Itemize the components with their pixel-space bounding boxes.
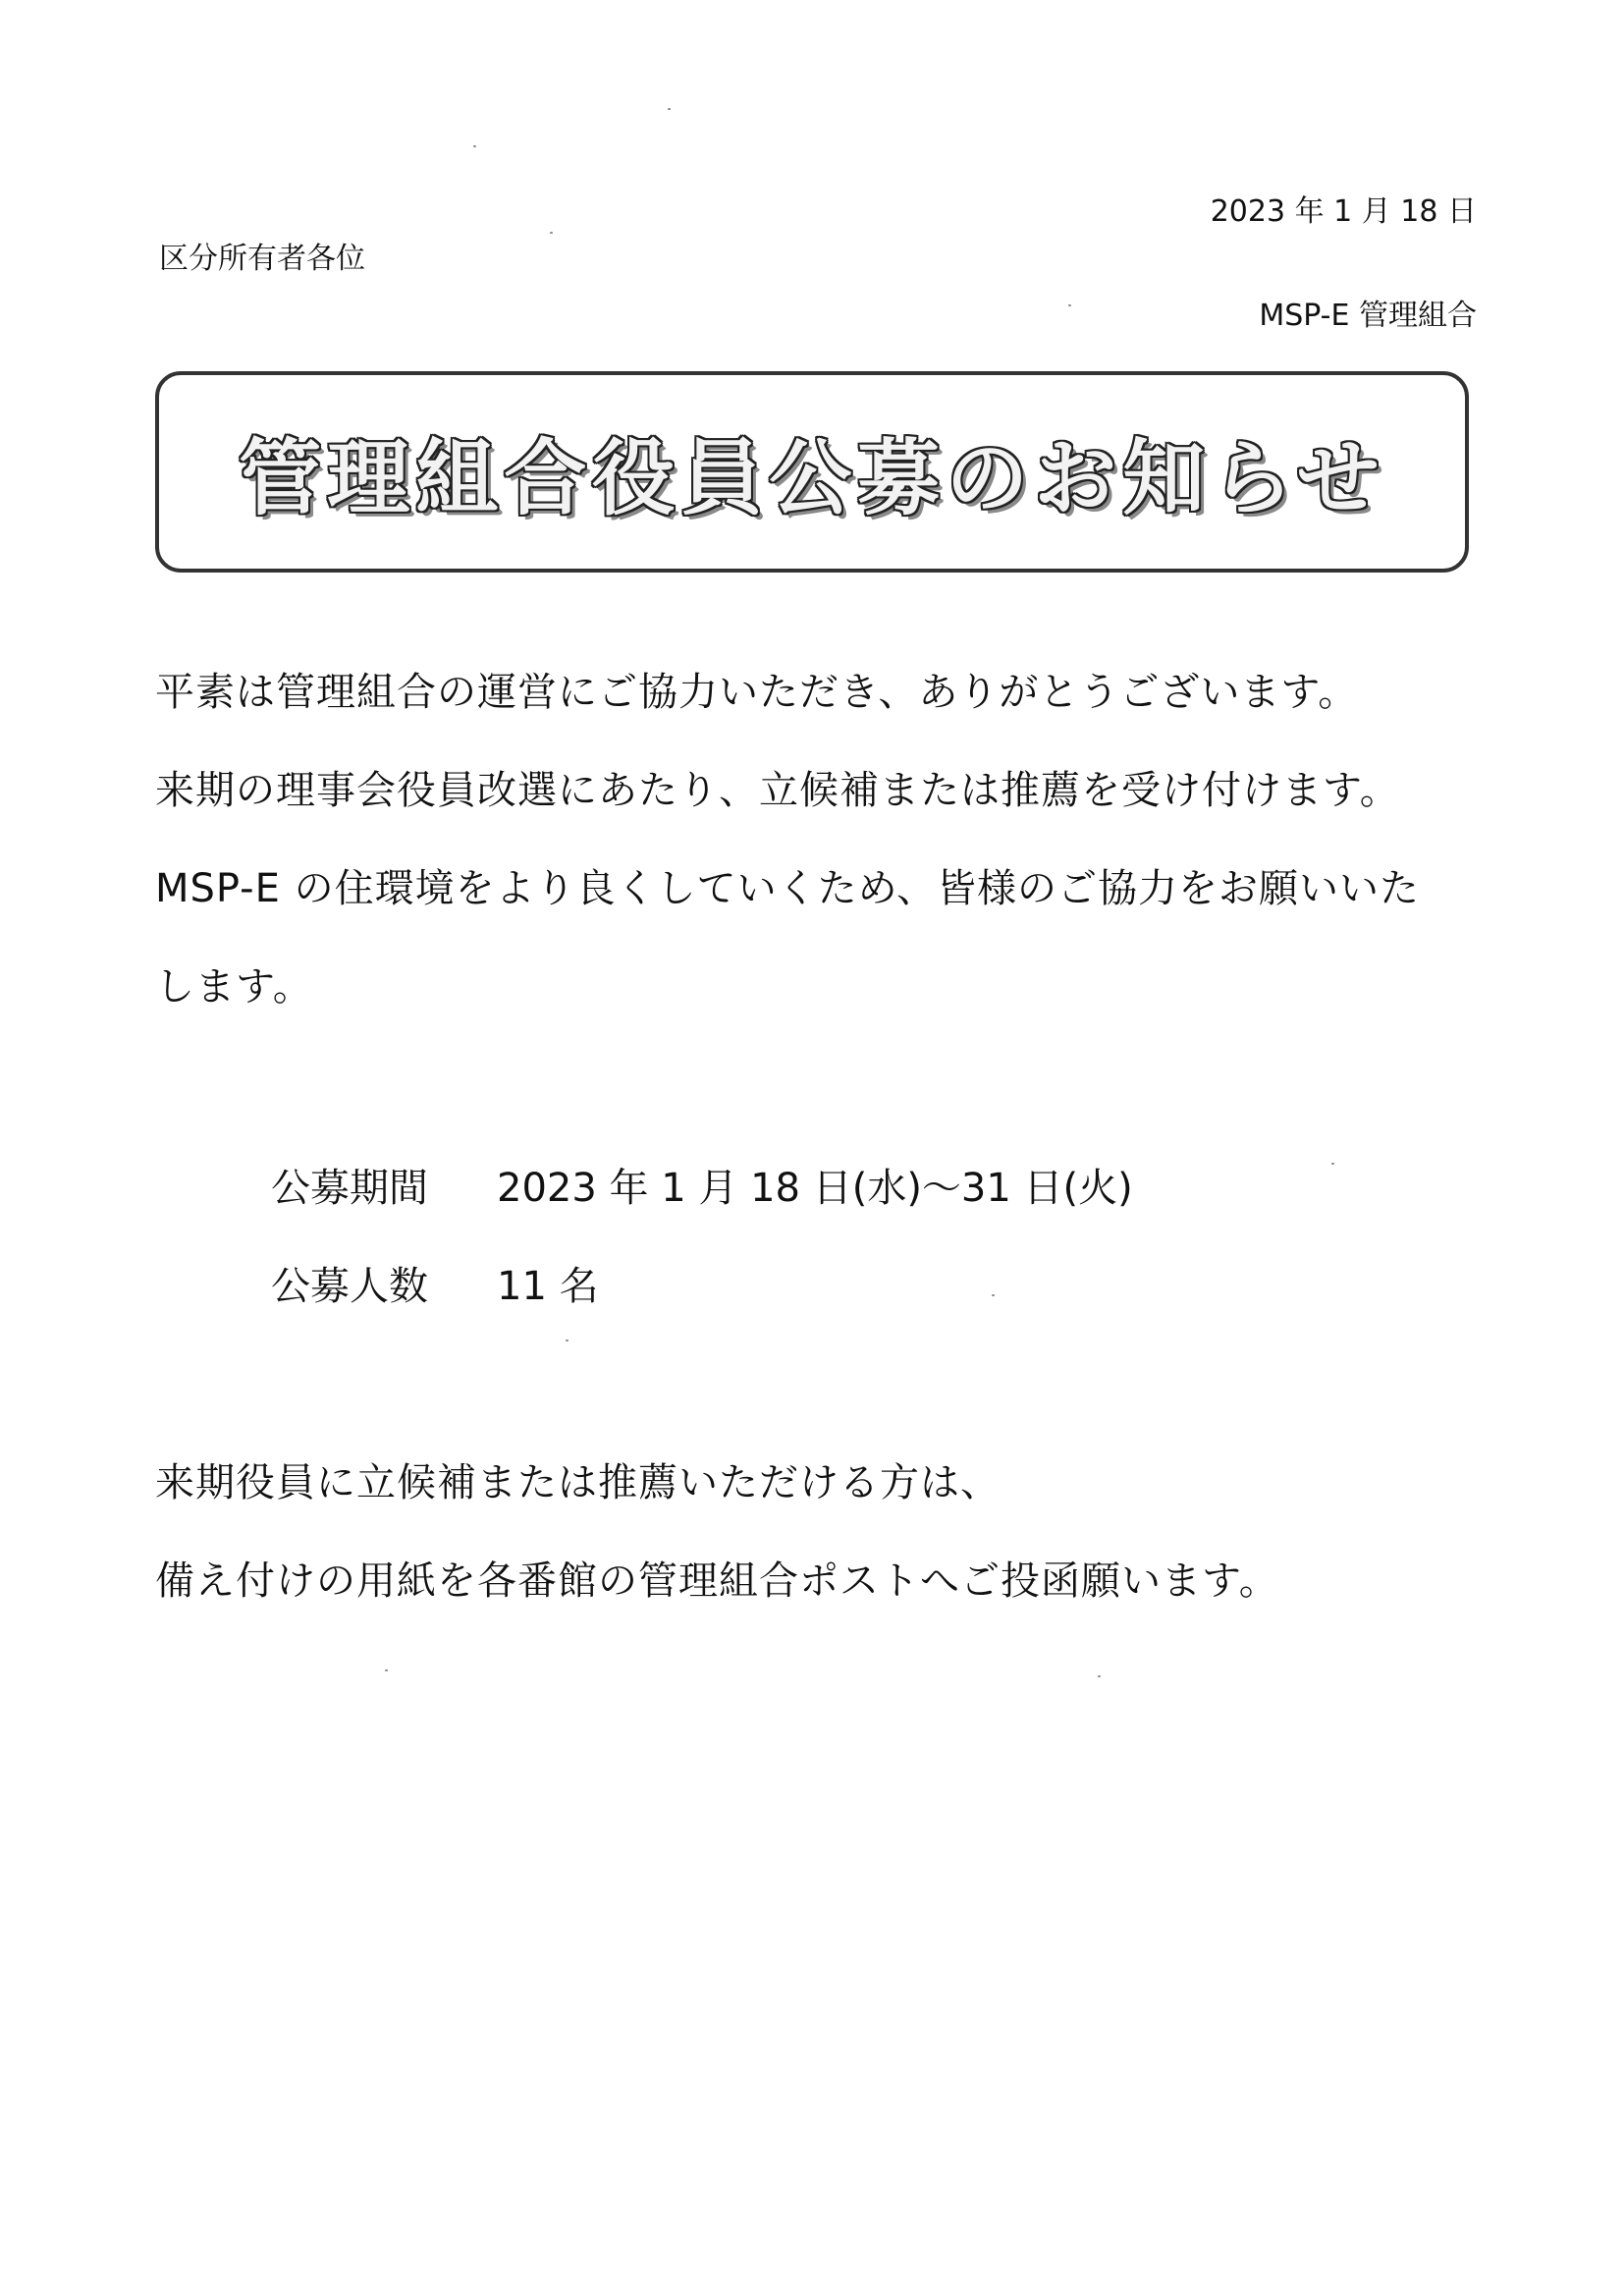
document-title: 管理組合役員公募のお知らせ [239, 430, 1385, 526]
count-value: 11 名 [497, 1264, 599, 1309]
recruitment-details [271, 1139, 1133, 1336]
scan-speck [1331, 1163, 1334, 1165]
body-paragraph [155, 643, 1481, 1036]
body-line: 来期の理事会役員改選にあたり、立候補または推薦を受け付けます。 [155, 768, 1400, 813]
period-value: 2023 年 1 月 18 日(水)～31 日(火) [497, 1166, 1133, 1211]
issue-date: 2023 年 1 月 18 日 [1210, 194, 1477, 229]
scan-speck [992, 1294, 995, 1296]
period-row [271, 1139, 1133, 1237]
scan-speck [473, 145, 476, 147]
closing-paragraph [155, 1434, 1279, 1630]
closing-line: 来期役員に立候補または推薦いただける方は、 [155, 1460, 1001, 1505]
scan-speck [550, 232, 553, 234]
addressee: 区分所有者各位 [159, 242, 365, 276]
scan-speck [385, 1669, 388, 1671]
count-row [271, 1237, 1133, 1336]
body-line: MSP-E の住環境をより良くしていくため、皆様のご協力をお願いいた [155, 866, 1420, 911]
period-label: 公募期間 [271, 1166, 428, 1211]
scan-speck [566, 1339, 568, 1341]
scan-speck [668, 108, 671, 110]
scan-speck [1098, 1675, 1101, 1677]
body-line: します。 [155, 964, 313, 1010]
closing-line: 備え付けの用紙を各番館の管理組合ポストへご投函願います。 [155, 1558, 1279, 1604]
issuer: MSP-E 管理組合 [1259, 299, 1477, 333]
title-frame [155, 371, 1469, 573]
count-label: 公募人数 [271, 1264, 428, 1309]
scan-speck [1068, 304, 1071, 306]
body-line: 平素は管理組合の運営にご協力いただき、ありがとうございます。 [155, 670, 1359, 715]
